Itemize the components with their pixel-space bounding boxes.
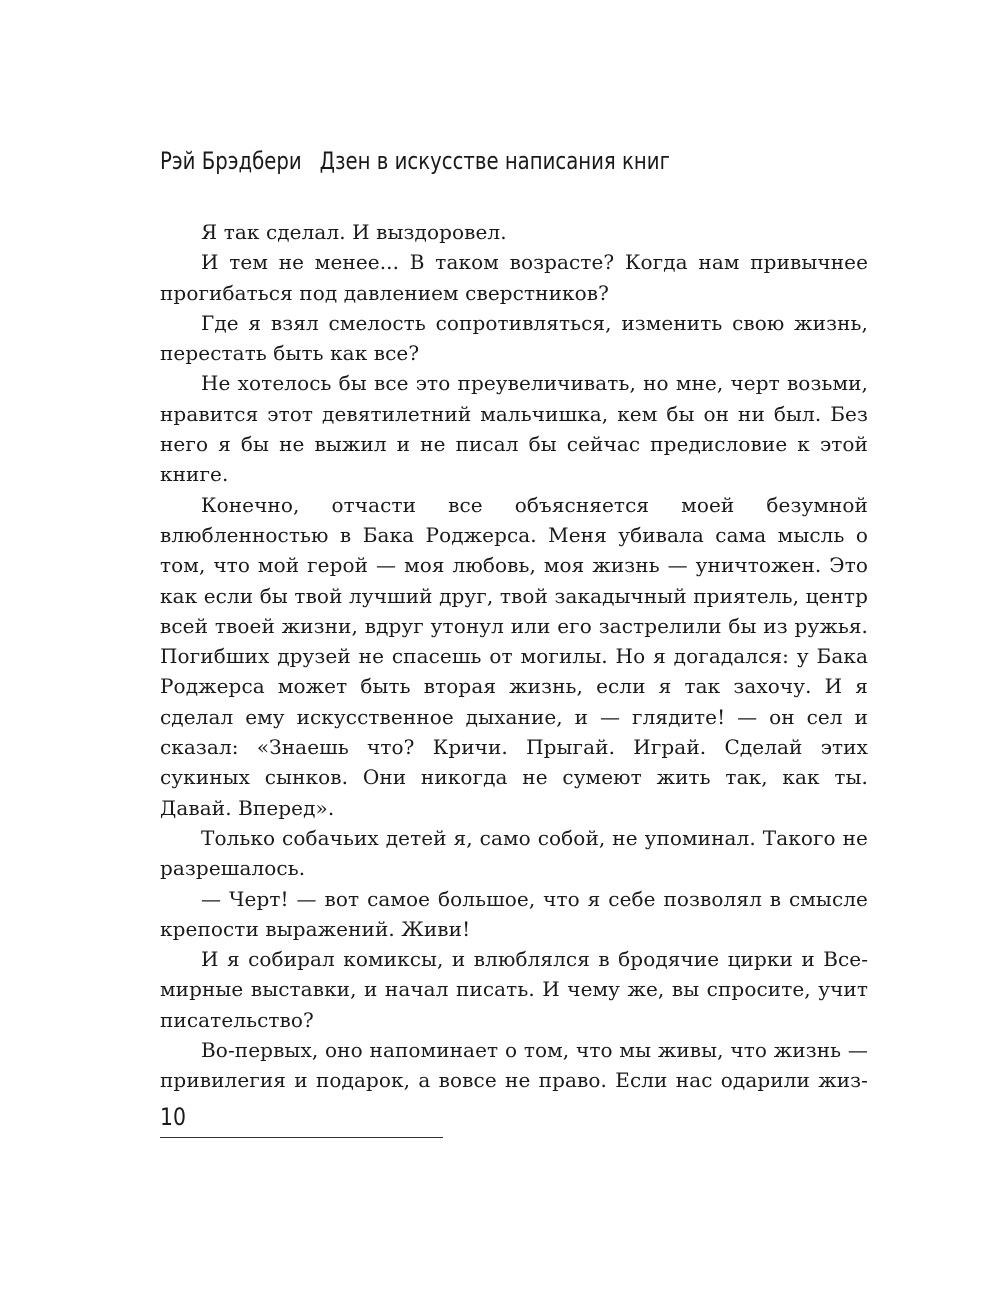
paragraph: — Черт! — вот самое большое, что я себе позволял в смысле крепости выражений. Живи! — [160, 886, 868, 941]
paragraph: Не хотелось бы все это преувеличивать, но мне, черт возьми, нравится этот девятилетний мальчишка, кем бы он ни был. Без него я бы не выжил и не писал бы сейчас предисловие к этой книге. — [160, 371, 868, 487]
paragraph: Я так сделал. И выздоровел. — [201, 220, 507, 244]
header-book-title: Дзен в искусстве написания книг — [319, 147, 670, 175]
paragraph: Во-первых, оно напоминает о том, что мы живы, что жизнь — привилегия и подарок, а вовсе не право. Если нас одарили жиз- — [160, 1038, 868, 1093]
paragraph: Только собачьих детей я, само собой, не упоминал. Такого не разрешалось. — [160, 825, 868, 881]
header-author: Рэй Брэдбери — [160, 147, 302, 175]
paragraph: И я собирал комиксы, и влюблялся в бродячие цирки и Всемирные выставки, и начал писать. И чему же, вы спросите, учит писательство? — [160, 947, 868, 1032]
running-header — [160, 143, 750, 179]
body-text — [160, 217, 868, 1096]
page-number: 10 — [160, 1103, 186, 1131]
paragraph: Конечно, отчасти все объясняется моей безумной влюбленностью в Бака Роджерса. Меня убивала сама мысль о том, что мой герой — моя любовь, моя жизнь — уничтожен. Это как если бы твой лучший друг, твой закадычный приятель, центр всей твоей жизни, вдруг утонул или его застрелили бы из ружья. Погибших друзей не спасешь от могилы. Но я догадался: у Бака Роджерса может быть вторая жизнь, если я так захочу. И я сделал ему искусственное дыхание, и — глядите! — он сел и сказал: «Знаешь что? Кричи. Прыгай. Играй. Сделай этих сукиных сынков. Они никогда не сумеют жить так, как ты. Давай. Вперед». — [160, 492, 868, 820]
paragraph: Где я взял смелость сопротивляться, изменить свою жизнь, перестать быть как все? — [160, 310, 868, 366]
paragraph: И тем не менее... В таком возрасте? Когда нам привычнее прогибаться под давлением сверстников? — [160, 250, 868, 305]
footer-rule — [160, 1137, 443, 1138]
